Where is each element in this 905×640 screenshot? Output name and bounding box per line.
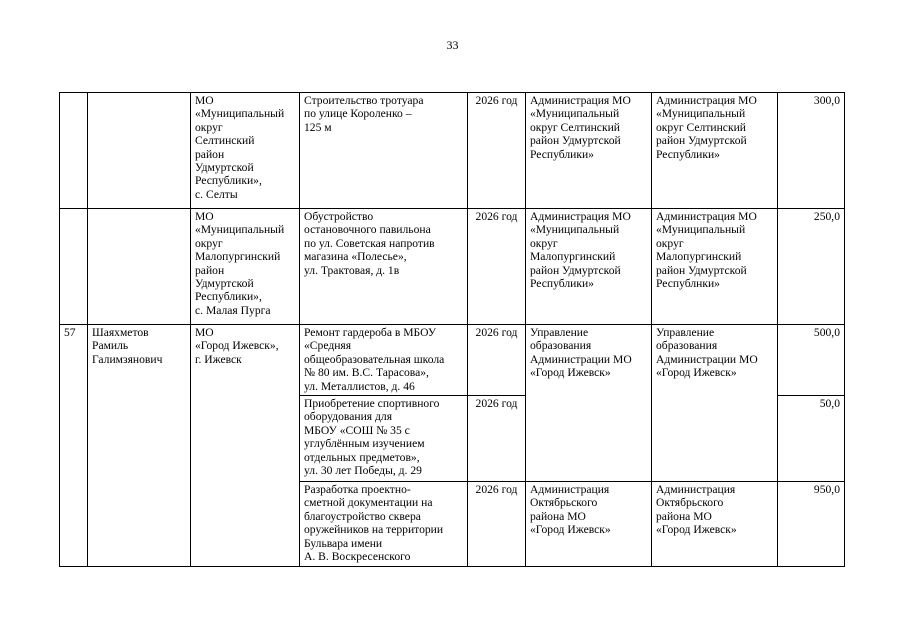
amount-cell: 300,0 [778, 93, 845, 209]
project-cell: Ремонт гардероба в МБОУ «Средняя общеобразовательная школа № 80 им. В.С. Тарасова», ул. Металлистов, д. 46 [300, 325, 468, 396]
deputy-name-cell: Шаяхметов Рамиль Галимзянович [88, 325, 191, 567]
municipality-cell: МО «Муниципальный округ Малопургинский район Удмуртской Республики», с. Малая Пурга [191, 209, 300, 325]
table-row [60, 209, 845, 325]
year-cell: 2026 год [468, 93, 526, 209]
executor-cell: Управление образования Администрации МО «Город Ижевск» [526, 325, 652, 482]
amount-cell: 50,0 [778, 396, 845, 482]
executor-cell: Администрация Октябрьского района МО «Город Ижевск» [526, 482, 652, 567]
amount-cell: 500,0 [778, 325, 845, 396]
table-row [60, 325, 845, 396]
recipient-cell: Управление образования Администрации МО «Город Ижевск» [652, 325, 778, 482]
allocation-table [59, 92, 845, 567]
page-number: 33 [446, 38, 459, 52]
municipality-cell: МО «Город Ижевск», г. Ижевск [191, 325, 300, 567]
project-cell: Приобретение спортивного оборудования для МБОУ «СОШ № 35 с углублённым изучением отдельных предметов», ул. 30 лет Победы, д. 29 [300, 396, 468, 482]
table-row [60, 93, 845, 209]
project-cell: Обустройство остановочного павильона по ул. Советская напротив магазина «Полесье», ул. Трактовая, д. 1в [300, 209, 468, 325]
row-number-cell [60, 209, 88, 325]
deputy-name-cell [88, 93, 191, 209]
executor-cell: Администрация МО «Муниципальный округ Селтинский район Удмуртской Республики» [526, 93, 652, 209]
amount-cell: 950,0 [778, 482, 845, 567]
row-number-cell [60, 93, 88, 209]
executor-cell: Администрация МО «Муниципальный округ Малопургинский район Удмуртской Республики» [526, 209, 652, 325]
recipient-cell: Администрация Октябрьского района МО «Город Ижевск» [652, 482, 778, 567]
year-cell: 2026 год [468, 396, 526, 482]
year-cell: 2026 год [468, 482, 526, 567]
recipient-cell: Администрация МО «Муниципальный округ Селтинский район Удмуртской Республики» [652, 93, 778, 209]
year-cell: 2026 год [468, 209, 526, 325]
project-cell: Строительство тротуара по улице Короленко – 125 м [300, 93, 468, 209]
amount-cell: 250,0 [778, 209, 845, 325]
row-number-cell: 57 [60, 325, 88, 567]
project-cell: Разработка проектно- сметной документации на благоустройство сквера оружейников на территории Бульвара имени А. В. Воскресенского [300, 482, 468, 567]
year-cell: 2026 год [468, 325, 526, 396]
municipality-cell: МО «Муниципальный округ Селтинский район Удмуртской Республики», с. Селты [191, 93, 300, 209]
recipient-cell: Администрация МО «Муниципальный округ Малопургинский район Удмуртской Республнки» [652, 209, 778, 325]
deputy-name-cell [88, 209, 191, 325]
